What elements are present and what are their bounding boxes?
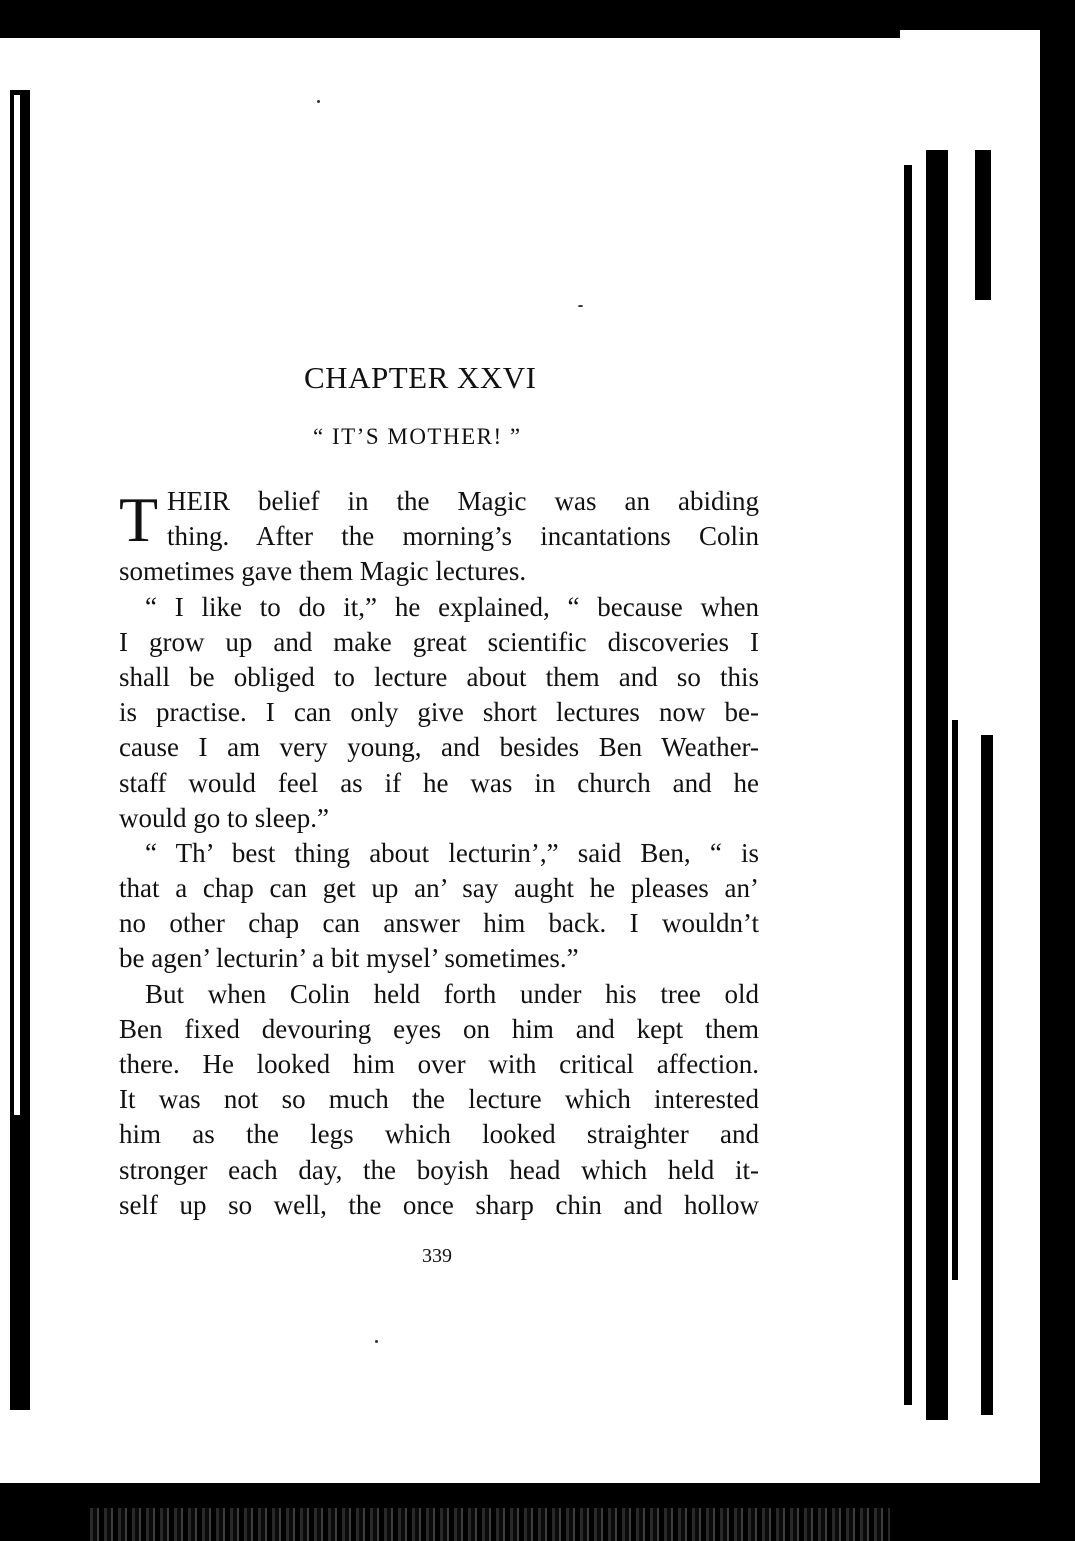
text-line: self up so well, the once sharp chin and hollow [119, 1189, 759, 1220]
page-number: 339 [422, 1245, 452, 1267]
right-edge-line-4 [981, 735, 993, 1415]
text-line: no other chap can answer him back. I wouldn’t [119, 908, 759, 939]
text-line: shall be obliged to lecture about them and so this [119, 661, 759, 692]
text-line: HEIR belief in the Magic was an abiding [167, 486, 759, 516]
speck [578, 305, 583, 307]
paragraph-4 [119, 977, 759, 1223]
text-line: him as the legs which looked straighter and [119, 1119, 759, 1150]
drop-cap: T [119, 484, 159, 555]
left-binding-highlight [14, 95, 20, 1115]
text-line: “ I like to do it,” he explained, “ because when [145, 591, 759, 622]
speck [317, 100, 320, 103]
text-line: stronger each day, the boyish head which held it- [119, 1154, 759, 1185]
bottom-scan-noise [90, 1508, 890, 1541]
right-edge-line-2 [926, 150, 948, 1420]
left-binding-shadow [10, 90, 30, 1410]
chapter-title: CHAPTER XXVI [304, 360, 537, 395]
text-line: Ben fixed devouring eyes on him and kept them [119, 1013, 759, 1044]
right-edge-line-3 [975, 150, 991, 300]
text-line: would go to sleep.” [119, 802, 329, 833]
text-line: is practise. I can only give short lectures now be- [119, 697, 759, 728]
text-line: there. He looked him over with critical affection. [119, 1049, 759, 1079]
right-edge-line-5 [952, 720, 958, 1280]
text-line: It was not so much the lecture which interested [119, 1084, 759, 1115]
paragraph-2 [119, 590, 759, 836]
text-line: “ Th’ best thing about lecturin’,” said Ben, “ is [145, 837, 759, 868]
paragraph-3 [119, 836, 759, 977]
text-line: cause I am very young, and besides Ben Weather- [119, 732, 759, 763]
chapter-subtitle: “ IT’S MOTHER! ” [313, 424, 522, 449]
text-line: I grow up and make great scientific discoveries I [119, 626, 759, 657]
text-line: thing. After the morning’s incantations Colin [167, 521, 759, 552]
paragraph-1 [119, 484, 759, 590]
right-scan-shadow [1040, 30, 1075, 1490]
text-line: that a chap can get up an’ say aught he pleases an’ [119, 873, 759, 904]
body-text [119, 484, 759, 1223]
text-line: But when Colin held forth under his tree old [145, 978, 759, 1009]
speck [375, 1340, 378, 1343]
right-edge-line-1 [904, 165, 912, 1405]
text-line: sometimes gave them Magic lectures. [119, 556, 527, 587]
text-line: be agen’ lecturin’ a bit mysel’ sometimes.” [119, 943, 579, 974]
text-line: staff would feel as if he was in church and he [119, 767, 759, 798]
